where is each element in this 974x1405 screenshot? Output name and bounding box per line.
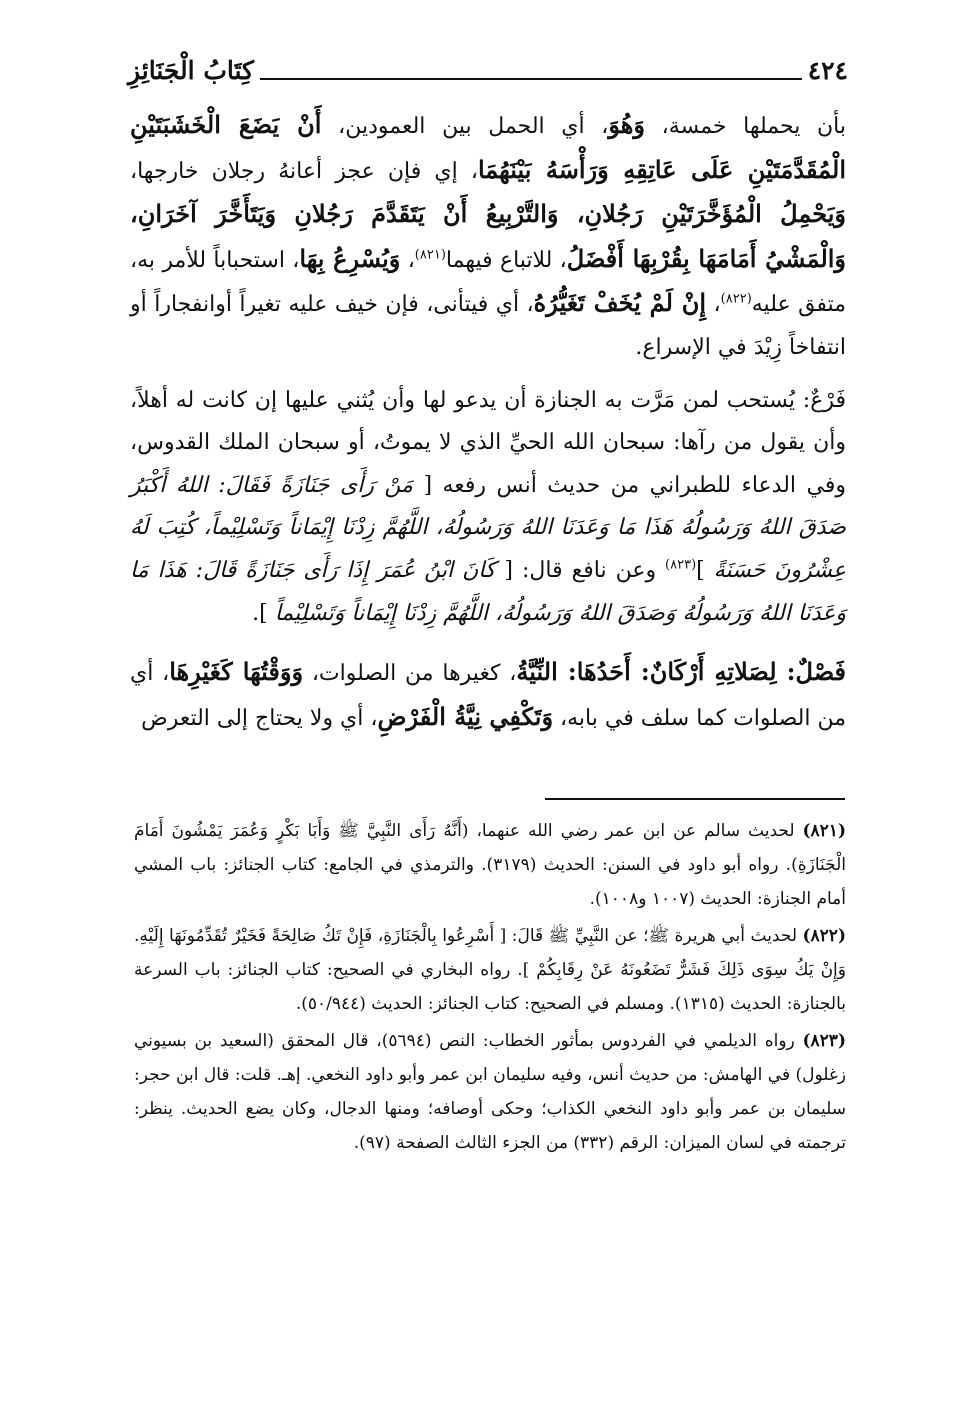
footnote-822: [134, 919, 846, 1021]
main-text: [130, 104, 846, 740]
text-segment: ، أي من الصلوات كما سلف في بابه،: [130, 661, 846, 731]
text-segment: بأن يحملها خمسة،: [645, 114, 846, 139]
matn-segment: فَصْلٌ: لِصَلاتِهِ أَرْكَانٌ: أَحَدُهَا: النِّيَّةُ: [516, 657, 846, 687]
hadith-quote: كَانَ ابْنُ عُمَرَ إِذَا رَأَى جَنَازَةً قَالَ: هَذَا مَا وَعَدَنَا اللهُ وَرَسُولُهُ وَصَدَقَ اللهُ وَرَسُولُهُ، اللَّهُمَّ زِدْنَا إِيْمَاناً وَتَسْلِيْماً: [130, 557, 846, 626]
matn-segment: وَيُسْرِعُ بِهَا: [299, 243, 401, 273]
text-segment: ، كغيرها من الصلوات،: [303, 661, 517, 687]
text-segment: ، أي ولا يحتاج إلى التعرض: [141, 705, 378, 731]
text-segment: ]: [696, 557, 714, 583]
text-segment: ،: [706, 292, 721, 318]
text-segment: فَرْعٌ: يُستحب لمن مَرَّت به الجنازة أن يدعو لها وأن يُثني عليها إن كانت له أهلاً، وأن يقول من رآها: سبحان الله الحيِّ الذي لا يموتُ، أو سبحان الملك القدوس، وفي الدعاء للطبراني من حديث أنس رفعه [: [130, 387, 846, 498]
footnote-ref-822: (٨٢٢): [720, 292, 752, 308]
matn-segment: وَوَقْتُهَا كَغَيْرِهَا: [169, 657, 304, 687]
matn-segment: أَنْ يَضَعَ الْخَشَبَتَيْنِ الْمُقَدَّمَتَيْنِ عَلَى عَاتِقِهِ وَرَأْسَهُ بَيْنَهُمَا: [130, 110, 847, 184]
text-segment: ، للاتباع فيهما: [445, 247, 567, 273]
matn-segment: وَتَكْفِي نِيَّةُ الْفَرْضِ: [377, 701, 554, 731]
footnote-ref-821: (٨٢١): [414, 247, 446, 263]
running-title: كِتَابُ الْجَنَائِزِ: [128, 56, 254, 85]
text-segment: وعن نافع قال: [: [495, 557, 666, 583]
footnote-ref-823: (٨٢٣): [665, 557, 697, 573]
footnote-separator: [545, 798, 845, 800]
footnote-number: (٨٢٢): [802, 926, 846, 946]
paragraph-fasl-salah: [130, 651, 846, 740]
paragraph-carrying-janazah: [130, 104, 846, 370]
footnotes: [134, 814, 846, 1163]
footnote-823: [134, 1024, 846, 1160]
footnote-821: [134, 814, 846, 916]
matn-segment: وَيَحْمِلُ الْمُؤَخَّرَتَيْنِ رَجُلانِ، وَالتَّرْبِيعُ أَنْ يَتَقَدَّمَ رَجُلانِ وَيَتَأَخَّرَ آخَرَانِ، وَالْمَشْيُ أَمَامَهَا بِقُرْبِهَا أَفْضَلُ: [130, 199, 847, 273]
header-rule: [260, 78, 802, 80]
text-segment: ].: [252, 600, 275, 626]
text-segment: ، إي فإن عجز أعانهُ رجلان خارجها،: [130, 158, 478, 184]
footnote-text: لحديث أبي هريرة ﷺ؛ عن النَّبِيِّ ﷺ قَالَ: [ أَسْرِعُوا بِالْجَنَازَةِ، فَإِنْ تَكُ صَالِحَةً فَخَيْرٌ تُقَدِّمُونَهَا إِلَيْهِ. وَإِنْ يَكُ سِوَى ذَلِكَ فَشَرٌّ تَضَعُونَهُ عَنْ رِقَابِكُمْ ]. رواه البخاري في الصحيح: كتاب الجنائز: باب السرعة بالجنازة: الحديث (١٣١٥). ومسلم في الصحيح: كتاب الجنائز: الحديث (٥٠/٩٤٤).: [134, 926, 846, 1014]
page-number: ٤٢٤: [807, 56, 848, 85]
text-segment: ، استحباباً للأمر به، متفق عليه: [130, 247, 846, 318]
footnote-number: (٨٢١): [802, 821, 846, 841]
page-header: [128, 46, 848, 86]
hadith-quote: مَنْ رَأَى جَنَازَةً فَقَالَ: اللهُ أَكْبَرُ صَدَقَ اللهُ وَرَسُولُهُ هَذَا مَا وَعَدَنَا اللهُ وَرَسُولُهُ، اللَّهُمَّ زِدْنَا إِيْمَاناً وَتَسْلِيْماً، كُتِبَ لَهُ عِشْرُونَ حَسَنَةً: [130, 472, 847, 583]
paragraph-far-dua: [130, 380, 846, 636]
text-segment: ، أي فيتأنى، فإن خيف عليه تغيراً أوانفجاراً أو انتفاخاً زِيْدَ في الإسراع.: [130, 292, 846, 360]
footnote-number: (٨٢٣): [802, 1031, 846, 1051]
text-segment: ،: [400, 247, 415, 273]
matn-segment: وَهُوَ: [608, 110, 646, 139]
matn-segment: إِنْ لَمْ يُخَفْ تَغَيُّرُهُ: [533, 288, 707, 318]
footnote-text: لحديث سالم عن ابن عمر رضي الله عنهما، (أَنَّهُ رَأَى النَّبِيَّ ﷺ وَأَبَا بَكْرٍ وَعُمَرَ يَمْشُونَ أَمَامَ الْجَنَازَةِ). رواه أبو داود في السنن: الحديث (٣١٧٩). والترمذي في الجامع: كتاب الجنائز: باب المشي أمام الجنازة: الحديث (١٠٠٧ و١٠٠٨).: [134, 821, 847, 909]
footnote-text: رواه الديلمي في الفردوس بمأثور الخطاب: النص (٥٦٩٤)، قال المحقق (السعيد بن بسيوني زغلول) في الهامش: من حديث أنس، وفيه سليمان ابن عمر وأبو داود النخعي. إهـ. قلت: قال ابن حجر: سليمان بن عمر وأبو داود النخعي الكذاب؛ وحكى أوصافه؛ ومنها الدجال، وكان يضع الحديث. ينظر: ترجمته في لسان الميزان: الرقم (٣٣٢) من الجزء الثالث الصفحة (٩٧).: [134, 1031, 846, 1153]
text-segment: ، أي الحمل بين العمودين،: [321, 114, 609, 139]
